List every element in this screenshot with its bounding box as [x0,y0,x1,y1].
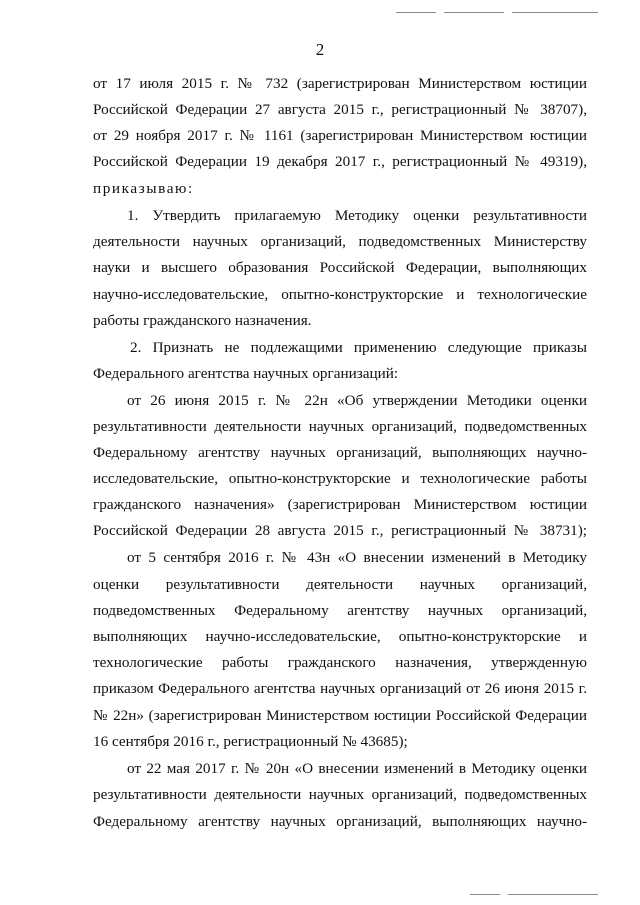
text-line: 2. Признать не подлежащими применению следующие приказы [130,339,587,356]
text-line: от 26 июня 2015 г. № 22н «Об утверждении Методики оценки [127,392,587,409]
top-edge-mark [396,12,436,13]
text-line: работы гражданского назначения. [93,312,312,329]
text-line: от 5 сентября 2016 г. № 43н «О внесении изменений в Методику [127,549,587,566]
text-line: Федерального агентства научных организаций: [93,365,399,382]
text-line: Федеральному агентству научных организаций, выполняющих научно- [93,444,587,461]
text-line: технологические работы гражданского назначения, утвержденную [93,654,587,671]
text-line: результативности деятельности научных организаций, подведомственных [93,418,587,435]
text-line: от 22 мая 2017 г. № 20н «О внесении изменений в Методику оценки [127,760,587,777]
text-line: от 29 ноября 2017 г. № 1161 (зарегистрирован Министерством юстиции [93,127,587,144]
text-line: оценки результативности деятельности научных организаций, [93,576,587,593]
text-line: от 17 июля 2015 г. № 732 (зарегистрирован Министерством юстиции [93,75,587,92]
top-edge-mark [512,12,598,13]
text-line: Российской Федерации 27 августа 2015 г., регистрационный № 38707), [93,101,587,118]
text-line: Российской Федерации 28 августа 2015 г., регистрационный № 38731); [93,522,587,539]
text-line: 1. Утвердить прилагаемую Методику оценки результативности [127,207,587,224]
text-line: № 22н» (зарегистрирован Министерством юстиции Российской Федерации [93,707,587,724]
text-line: результативности деятельности научных организаций, подведомственных [93,786,587,803]
text-line: научно-исследовательские, опытно-конструкторские и технологические [93,286,587,303]
text-line: Российской Федерации 19 декабря 2017 г., регистрационный № 49319), [93,153,587,170]
text-line: науки и высшего образования Российской Федерации, выполняющих [93,259,587,276]
top-edge-mark [444,12,504,13]
text-line: деятельности научных организаций, подведомственных Министерству [93,233,587,250]
text-line: приказываю: [93,180,194,197]
text-line: выполняющих научно-исследовательские, опытно-конструкторские и [93,628,587,645]
text-line: приказом Федерального агентства научных организаций от 26 июня 2015 г. [93,680,587,697]
text-line: 16 сентября 2016 г., регистрационный № 43685); [93,733,408,750]
bottom-edge-mark [470,894,500,895]
text-line: Федеральному агентству научных организаций, выполняющих научно- [93,813,587,830]
page-number: 2 [315,40,325,59]
text-line: подведомственных Федеральному агентству научных организаций, [93,602,587,619]
text-line: гражданского назначения» (зарегистрирован Министерством юстиции [93,496,587,513]
text-line: исследовательские, опытно-конструкторские и технологические работы [93,470,587,487]
bottom-edge-mark [508,894,598,895]
